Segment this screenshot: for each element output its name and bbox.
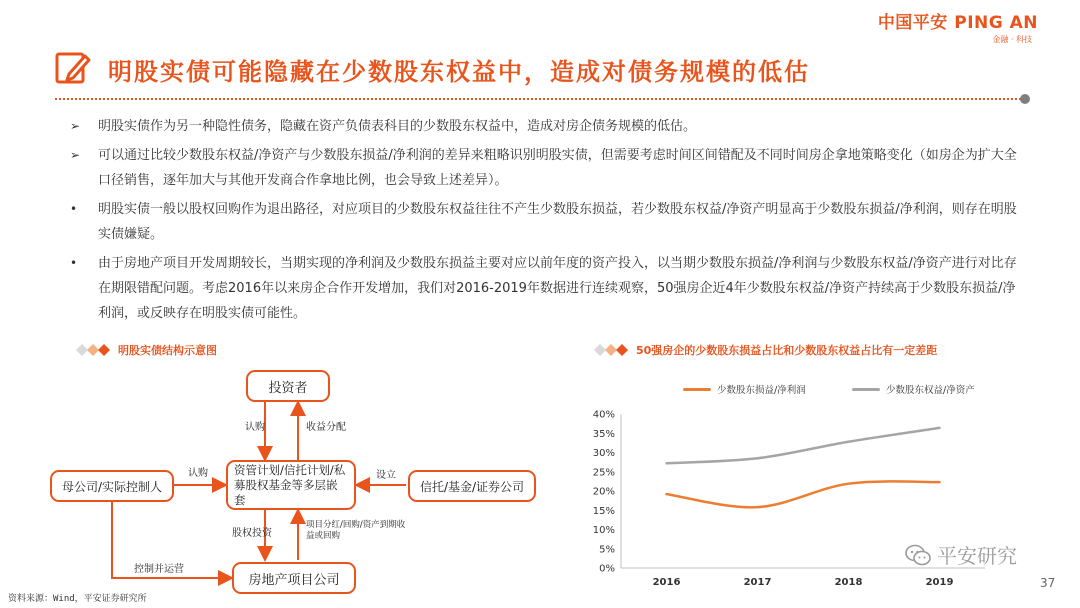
title-divider	[55, 98, 1025, 100]
bullet-list	[62, 114, 1022, 330]
page-title: 明股实债可能隐藏在少数股东权益中，造成对债务规模的低估	[108, 57, 810, 86]
bullet-item	[62, 197, 1022, 247]
y-tick-label: 5%	[599, 544, 615, 556]
logo-tagline: 金融 · 科技	[992, 35, 1032, 44]
structure-diagram	[40, 360, 560, 600]
chart-section-title: 50强房企的少数股东损益占比和少数股东权益占比有一定差距	[636, 344, 938, 357]
pingan-logo	[878, 8, 1038, 45]
label-subscribe-investor: 认购	[245, 422, 265, 433]
label-control-operate: 控制并运营	[134, 564, 184, 575]
investor-box: 投资者	[246, 370, 330, 402]
asset-management-box: 资管计划/信托计划/私募股权基金等多层嵌套	[226, 460, 356, 510]
pencil-note-icon	[55, 50, 91, 86]
legend-label-series-2: 少数股东权益/净资产	[886, 385, 975, 396]
bullet-item	[62, 114, 1022, 139]
y-tick-label: 0%	[599, 563, 615, 575]
project-company-box: 房地产项目公司	[232, 562, 356, 594]
diamonds-icon	[594, 344, 628, 356]
label-profit-distribution: 收益分配	[306, 422, 346, 433]
bullet-text: 由于房地产项目开发周期较长，当期实现的净利润及少数股东损益主要对应以前年度的资产投入，以当期少数股东损益/净利润与少数股东权益/净资产进行对比存在期限错配问题。考虑2016年以来房企合作开发增加，我们对2016-2019年数据进行连续观察，50强房企近4年少数股东权益/净资产持续高于少数股东损益/净利润，或反映存在明股实债可能性。	[98, 256, 1017, 321]
x-tick-label: 2016	[652, 577, 681, 588]
legend-item-series-2	[852, 382, 975, 396]
label-subscribe-parent: 认购	[188, 468, 208, 479]
chart-section-header	[594, 342, 937, 358]
x-tick-label: 2019	[925, 577, 954, 588]
bullet-marker: •	[70, 202, 78, 216]
legend-label-series-1: 少数股东损益/净利润	[717, 385, 806, 396]
y-tick-label: 15%	[592, 505, 615, 517]
wechat-icon	[905, 544, 931, 566]
bullet-item	[62, 251, 1022, 326]
diagram-section-header	[76, 342, 217, 358]
bullet-text: 可以通过比较少数股东权益/净资产与少数股东损益/净利润的差异来粗略识别明股实债，但需要考虑时间区间错配及不同时间房企拿地策略变化（如房企为扩大全口径销售，逐年加大与其他开发商合作拿地比例，也会导致上述差异）。	[98, 148, 1017, 188]
bullet-marker: ➢	[70, 119, 81, 133]
bullet-marker: ➢	[70, 148, 81, 162]
bullet-text: 明股实债作为另一种隐性债务，隐藏在资产负债表科目的少数股东权益中，造成对房企债务规模的低估。	[98, 119, 697, 134]
diamonds-icon	[76, 344, 110, 356]
label-equity-investment: 股权投资	[232, 528, 272, 539]
parent-company-box: 母公司/实际控制人	[50, 470, 174, 502]
series-line-2	[667, 428, 940, 463]
legend-item-series-1	[683, 382, 806, 396]
series-line-1	[667, 481, 940, 507]
title-divider-dot	[1020, 94, 1030, 104]
diagram-section-title: 明股实债结构示意图	[118, 344, 217, 357]
bullet-marker: •	[70, 256, 78, 270]
y-tick-label: 20%	[592, 486, 615, 498]
x-tick-label: 2018	[834, 577, 863, 588]
wechat-watermark	[905, 540, 1017, 569]
y-tick-label: 30%	[592, 448, 615, 459]
trust-fund-box: 信托/基金/证券公司	[408, 470, 536, 502]
label-dividend-buyback: 项目分红/回购/资产到期收益或回购	[306, 520, 406, 541]
watermark-text: 平安研究	[937, 544, 1017, 568]
bullet-text: 明股实债一般以股权回购作为退出路径，对应项目的少数股东权益往往不产生少数股东损益，若少数股东权益/净资产明显高于少数股东损益/净利润，则存在明股实债嫌疑。	[98, 202, 1017, 242]
page-number: 37	[1040, 576, 1056, 590]
x-tick-label: 2017	[743, 577, 772, 588]
bullet-item	[62, 143, 1022, 193]
legend-swatch-orange	[683, 388, 711, 391]
data-source-note: 资料来源：Wind，平安证券研究所	[8, 594, 147, 604]
y-tick-label: 35%	[592, 428, 615, 440]
y-tick-label: 40%	[592, 409, 615, 421]
y-tick-label: 10%	[592, 525, 615, 536]
label-establish: 设立	[376, 470, 396, 481]
logo-text: 中国平安 PING AN	[877, 13, 1038, 33]
y-tick-label: 25%	[592, 467, 615, 479]
legend-swatch-gray	[852, 388, 880, 391]
